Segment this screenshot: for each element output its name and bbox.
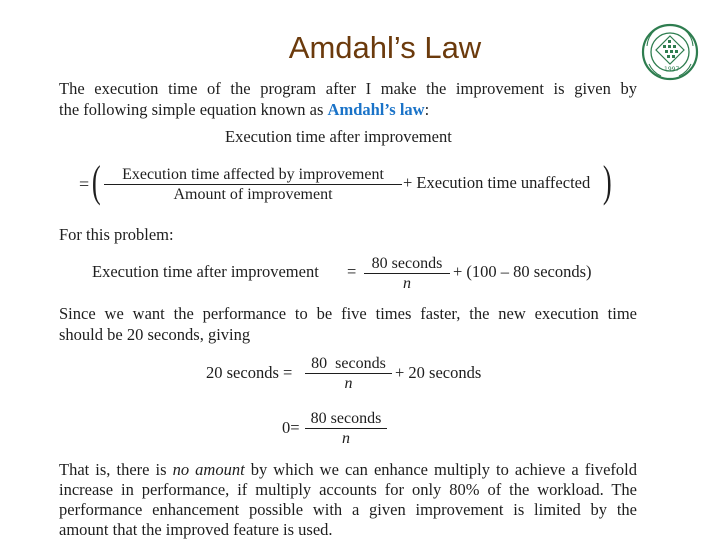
formula-close-paren: )	[602, 157, 612, 206]
eq3-lhs: 0=	[282, 418, 300, 437]
conclusion-line-1-post: by which we can enhance multiply to achieve a fivefold	[244, 460, 637, 479]
problem-equals: =	[347, 262, 357, 281]
eq3-numerator: 80 seconds	[310, 410, 382, 427]
conclusion-line-2: increase in performance, if multiply accounts for only 80% of the workload. The	[59, 480, 637, 499]
amdahls-law-term: Amdahl’s law	[327, 100, 425, 119]
intro-line-2-text: the following simple equation known as	[59, 100, 328, 119]
problem-fraction	[364, 254, 450, 293]
problem-numerator: 80 seconds	[371, 255, 443, 272]
svg-text:1997: 1997	[664, 66, 680, 73]
formula-equals: =	[79, 174, 90, 194]
problem-lhs: Execution time after improvement	[92, 262, 319, 281]
formula-plus-term: + Execution time unaffected	[403, 173, 591, 192]
since-line-2: should be 20 seconds, giving	[59, 325, 251, 344]
eq3-fraction	[305, 409, 387, 448]
formula-numerator: Execution time affected by improvement	[122, 166, 384, 183]
eq2-numerator: 80 seconds	[311, 355, 386, 372]
eq2-fraction	[305, 354, 392, 393]
eq2-denominator: n	[344, 375, 353, 392]
formula-fraction	[104, 165, 402, 204]
intro-line-2-colon: :	[424, 100, 430, 119]
problem-label: For this problem:	[59, 225, 174, 244]
since-line-1: Since we want the performance to be five times faster, the new execution time	[59, 304, 637, 323]
university-seal-icon	[641, 18, 699, 90]
no-amount-emphasis: no amount	[172, 460, 245, 479]
conclusion-line-1-pre: That is, there is	[59, 460, 173, 479]
formula-lhs: Execution time after improvement	[225, 127, 452, 146]
conclusion-line-1	[59, 460, 637, 480]
eq3-denominator: n	[342, 430, 350, 447]
intro-line-1: The execution time of the program after I make the improvement is given by	[59, 79, 637, 98]
conclusion-line-4: amount that the improved feature is used.	[59, 520, 333, 539]
eq2-plus-term: + 20 seconds	[395, 363, 482, 382]
problem-plus-term: + (100 – 80 seconds)	[453, 262, 592, 281]
formula-denominator: Amount of improvement	[173, 186, 333, 203]
formula-open-paren: (	[91, 157, 101, 206]
page-title: Amdahl’s Law	[288, 30, 482, 65]
conclusion-line-3: performance enhancement possible with a given improvement is limited by the	[59, 500, 637, 519]
eq2-lhs: 20 seconds =	[206, 363, 293, 382]
problem-denominator: n	[403, 275, 411, 292]
intro-line-2	[59, 100, 429, 120]
